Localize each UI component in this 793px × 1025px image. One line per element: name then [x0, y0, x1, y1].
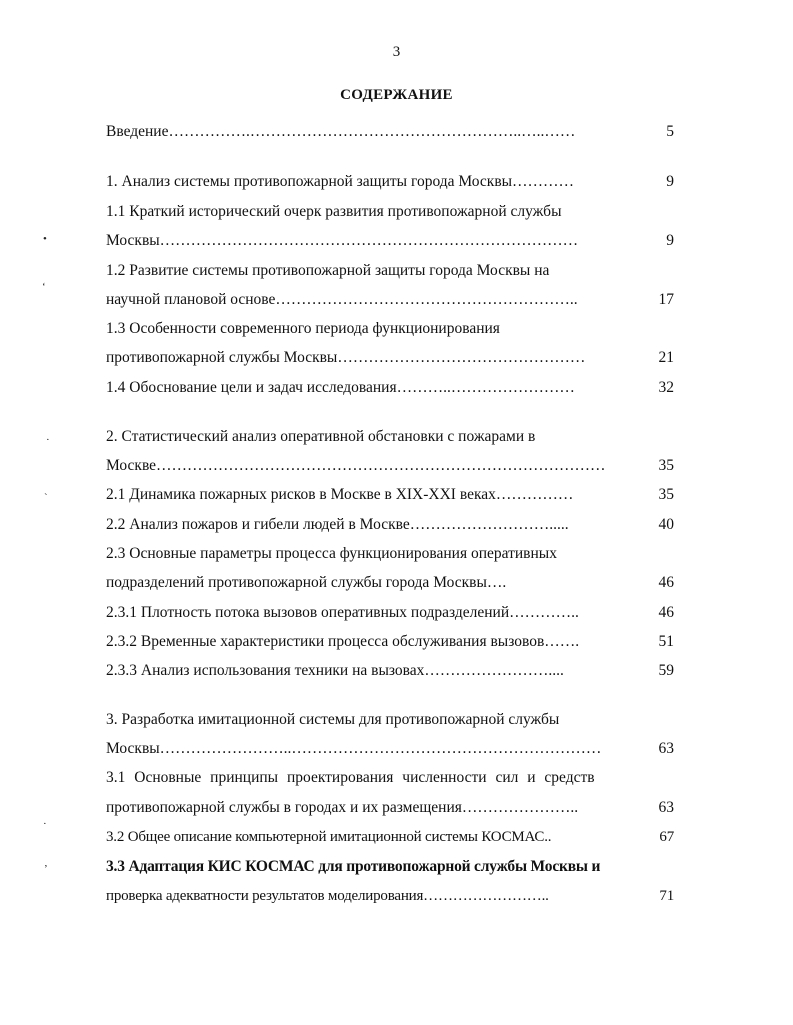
toc-entry-text: Москве…………………………………………………………………………… — [106, 457, 606, 474]
toc-entry-page: 17 — [658, 291, 674, 308]
toc-entry-text: 1.2 Развитие системы противопожарной защиты города Москвы на — [106, 262, 550, 279]
toc-entry-2-3-2 — [106, 630, 674, 654]
toc-entry-text: 1.3 Особенности современного периода функционирования — [106, 320, 500, 337]
toc-entry-3-2 — [106, 825, 674, 849]
toc-entry-page: 32 — [658, 379, 674, 396]
toc-entry-1-2-cont — [106, 288, 674, 312]
toc-entry-page: 51 — [658, 633, 674, 650]
toc-entry-text: 2.3 Основные параметры процесса функционирования оперативных — [106, 545, 557, 562]
toc-entry-page: 21 — [658, 349, 674, 366]
scan-mark: ˋ — [44, 492, 48, 504]
toc-entry-page: 9 — [666, 232, 674, 249]
page-title: СОДЕРЖАНИЕ — [340, 87, 453, 103]
toc-entry-1-1 — [106, 200, 674, 224]
toc-entry-text: противопожарной службы Москвы………………………………………… — [106, 349, 586, 366]
toc-entry-text: Москвы……………………………………………………………………… — [106, 232, 579, 249]
toc-entry-text: противопожарной службы в городах и их размещения………………….. — [106, 799, 579, 816]
scan-mark: · — [46, 434, 50, 446]
toc-entry-page: 46 — [658, 604, 674, 621]
toc-entry-page: 40 — [658, 516, 674, 533]
toc-entry-page: 63 — [658, 740, 674, 757]
toc-entry-text: 2.3.3 Анализ использования техники на вызовах…………………….... — [106, 662, 564, 679]
toc-entry-1-3-cont — [106, 346, 674, 370]
scan-mark: • — [43, 233, 47, 245]
toc-entry-text: 2. Статистический анализ оперативной обстановки с пожарами в — [106, 428, 536, 445]
scan-mark: ʼ — [44, 863, 48, 875]
toc-entry-text: научной плановой основе………………………………………………….. — [106, 291, 578, 308]
toc-entry-2-3-cont — [106, 571, 674, 595]
toc-entry-text: 2.3.2 Временные характеристики процесса обслуживания вызовов……. — [106, 633, 580, 650]
toc-entry-ch3-cont — [106, 737, 674, 761]
toc-entry-text: 3.1 Основные принципы проектирования численности сил и средств — [106, 769, 595, 786]
toc-entry-2-1 — [106, 483, 674, 507]
toc-entry-1-3 — [106, 317, 674, 341]
toc-entry-page: 71 — [659, 888, 674, 904]
toc-entry-text: 1.1 Краткий исторический очерк развития противопожарной службы — [106, 203, 562, 220]
toc-entry-page: 67 — [659, 829, 674, 845]
toc-entry-2-2 — [106, 513, 674, 537]
toc-entry-page: 5 — [666, 123, 674, 140]
page-number: 3 — [392, 44, 401, 60]
toc-entry-ch1 — [106, 170, 674, 194]
toc-entry-3-3-cont — [106, 884, 674, 908]
toc-entry-3-3 — [106, 855, 674, 879]
toc-entry-text: 3.3 Адаптация КИС КОСМАС для противопожарной службы Москвы и — [106, 858, 601, 875]
toc-entry-page: 59 — [658, 662, 674, 679]
scan-mark: ʻ — [42, 281, 46, 293]
toc-entry-page: 46 — [658, 574, 674, 591]
toc-entry-ch2-cont — [106, 454, 674, 478]
toc-entry-page: 35 — [658, 486, 674, 503]
toc-entry-3-1 — [106, 766, 674, 790]
toc-entry-1-1-cont — [106, 229, 674, 253]
toc-entry-text: подразделений противопожарной службы города Москвы…. — [106, 574, 507, 591]
toc-entry-page: 63 — [658, 799, 674, 816]
toc-entry-1-2 — [106, 259, 674, 283]
toc-entry-text: 2.1 Динамика пожарных рисков в Москве в XIX-XXI веках…………… — [106, 486, 574, 503]
toc-entry-intro — [106, 120, 674, 144]
toc-entry-3-1-cont — [106, 796, 674, 820]
toc-entry-text: 1. Анализ системы противопожарной защиты города Москвы………… — [106, 173, 575, 190]
toc-entry-2-3 — [106, 542, 674, 566]
toc-entry-ch3 — [106, 708, 674, 732]
scan-mark: · — [43, 818, 47, 830]
toc-entry-text: 2.3.1 Плотность потока вызовов оперативных подразделений………….. — [106, 604, 579, 621]
toc-entry-ch2 — [106, 425, 674, 449]
toc-entry-text: 1.4 Обоснование цели и задач исследования………..…………………… — [106, 379, 575, 396]
toc-entry-text: Москвы……………………..…………………………………………………… — [106, 740, 602, 757]
toc-entry-page: 9 — [666, 173, 674, 190]
toc-entry-1-4 — [106, 376, 674, 400]
toc-entry-2-3-3 — [106, 659, 674, 683]
toc-entry-text: проверка адекватности результатов моделирования…………………….. — [106, 888, 549, 904]
toc-entry-text: 3. Разработка имитационной системы для противопожарной службы — [106, 711, 560, 728]
toc-entry-text: 2.2 Анализ пожаров и гибели людей в Москве………………………..... — [106, 516, 569, 533]
toc-entry-text: Введение…………….……………………………………………..…..…… — [106, 123, 576, 140]
toc-entry-text: 3.2 Общее описание компьютерной имитационной системы КОСМАС.. — [106, 829, 552, 845]
toc-entry-page: 35 — [658, 457, 674, 474]
toc-entry-2-3-1 — [106, 601, 674, 625]
